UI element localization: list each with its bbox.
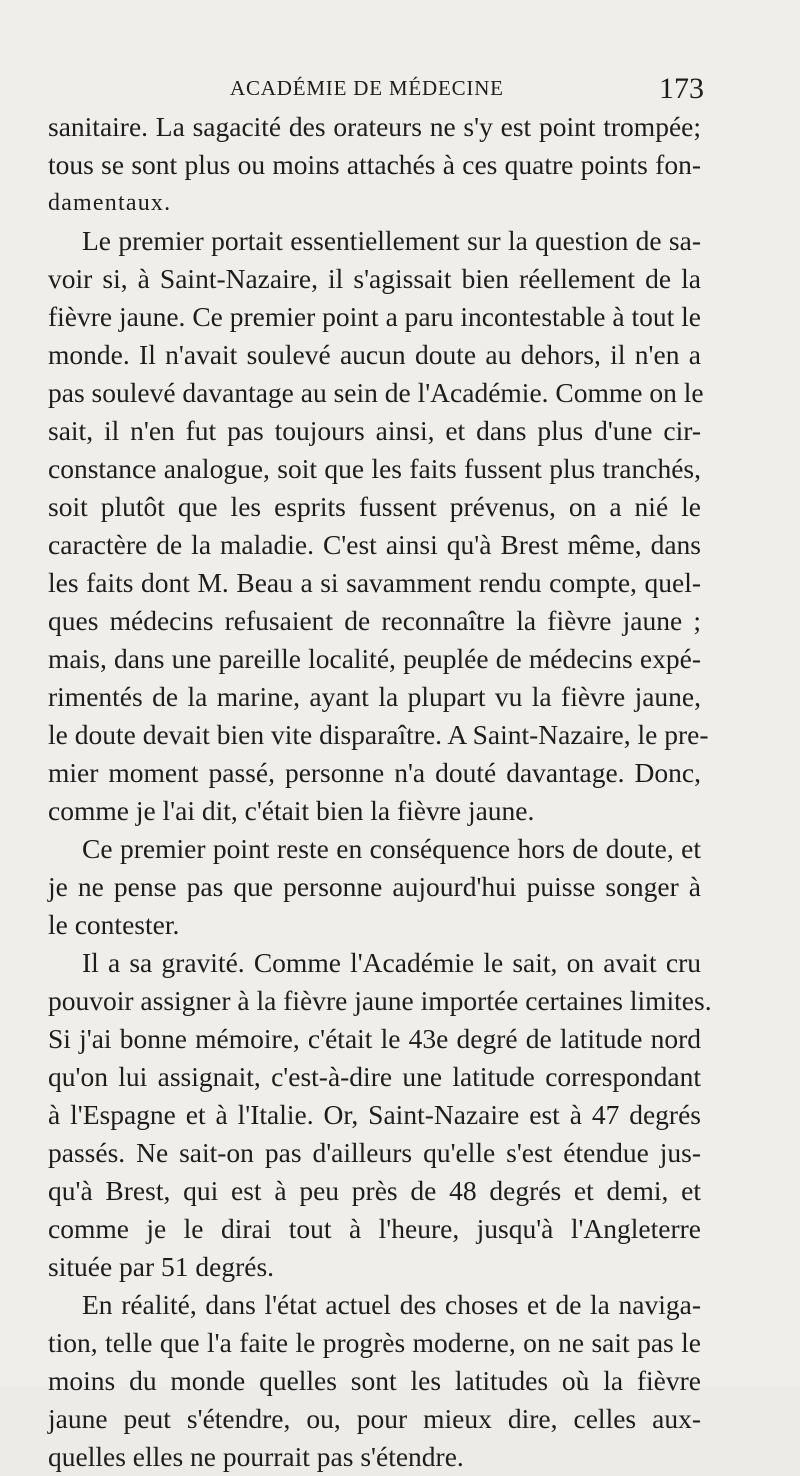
text-line: Le premier portait essentiellement sur la question de sa-: [82, 225, 701, 256]
text-line: ques médecins refusaient de reconnaître la fièvre jaune ;: [48, 605, 701, 636]
text-line: monde. Il n'avait soulevé aucun doute au dehors, il n'en a: [48, 339, 701, 370]
text-line: sait, il n'en fut pas toujours ainsi, et dans plus d'une cir-: [48, 415, 701, 446]
text-line: soit plutôt que les esprits fussent prévenus, on a nié le: [48, 491, 701, 522]
text-line: tous se sont plus ou moins attachés à ces quatre points fon-: [48, 149, 701, 180]
text-line: fièvre jaune. Ce premier point a paru incontestable à tout le: [48, 301, 701, 332]
text-line: caractère de la maladie. C'est ainsi qu'à Brest même, dans: [48, 529, 701, 560]
text-line: mier moment passé, personne n'a douté davantage. Donc,: [48, 757, 701, 788]
text-line: jaune peut s'étendre, ou, pour mieux dire, celles aux-: [48, 1403, 701, 1434]
text-line: mais, dans une pareille localité, peuplée de médecins expé-: [48, 643, 701, 674]
text-line: comme je le dirai tout à l'heure, jusqu'à l'Angleterre: [48, 1213, 701, 1244]
text-line: rimentés de la marine, ayant la plupart vu la fièvre jaune,: [48, 681, 701, 712]
body-text: [48, 108, 712, 1476]
running-head-title: ACADÉMIE DE MÉDECINE: [230, 76, 504, 100]
text-line: quelles elles ne pourrait pas s'étendre.: [48, 1441, 464, 1472]
text-line: tion, telle que l'a faite le progrès moderne, on ne sait pas le: [48, 1327, 701, 1358]
text-line: qu'on lui assignait, c'est-à-dire une latitude correspondant: [48, 1061, 701, 1092]
running-head: [52, 72, 704, 108]
page-number: 173: [659, 72, 704, 105]
text-line: qu'à Brest, qui est à peu près de 48 degrés et demi, et: [48, 1175, 701, 1206]
text-line: Ce premier point reste en conséquence hors de doute, et: [82, 833, 701, 864]
text-line: Si j'ai bonne mémoire, c'était le 43e degré de latitude nord: [48, 1023, 701, 1054]
text-line: pouvoir assigner à la fièvre jaune importée certaines limites.: [48, 985, 712, 1016]
text-line: le doute devait bien vite disparaître. A Saint-Nazaire, le pre-: [48, 719, 709, 750]
text-line: Il a sa gravité. Comme l'Académie le sait, on avait cru: [82, 947, 701, 978]
text-line: constance analogue, soit que les faits fussent plus tranchés,: [48, 453, 701, 484]
text-line: pas soulevé davantage au sein de l'Académie. Comme on le: [48, 377, 704, 408]
text-line: passés. Ne sait-on pas d'ailleurs qu'elle s'est étendue jus-: [48, 1137, 701, 1168]
text-line: le contester.: [48, 909, 180, 940]
text-line: située par 51 degrés.: [48, 1251, 275, 1282]
text-line: les faits dont M. Beau a si savamment rendu compte, quel-: [48, 567, 701, 598]
text-line: voir si, à Saint-Nazaire, il s'agissait bien réellement de la: [48, 263, 701, 294]
text-line: En réalité, dans l'état actuel des choses et de la naviga-: [82, 1289, 701, 1320]
text-line: je ne pense pas que personne aujourd'hui puisse songer à: [48, 871, 701, 902]
text-line: moins du monde quelles sont les latitudes où la fièvre: [48, 1365, 701, 1396]
text-line: sanitaire. La sagacité des orateurs ne s'y est point trompée;: [48, 111, 701, 142]
text-line: comme je l'ai dit, c'était bien la fièvre jaune.: [48, 795, 535, 826]
text-line: damentaux.: [48, 190, 172, 216]
text-line: à l'Espagne et à l'Italie. Or, Saint-Nazaire est à 47 degrés: [48, 1099, 701, 1130]
